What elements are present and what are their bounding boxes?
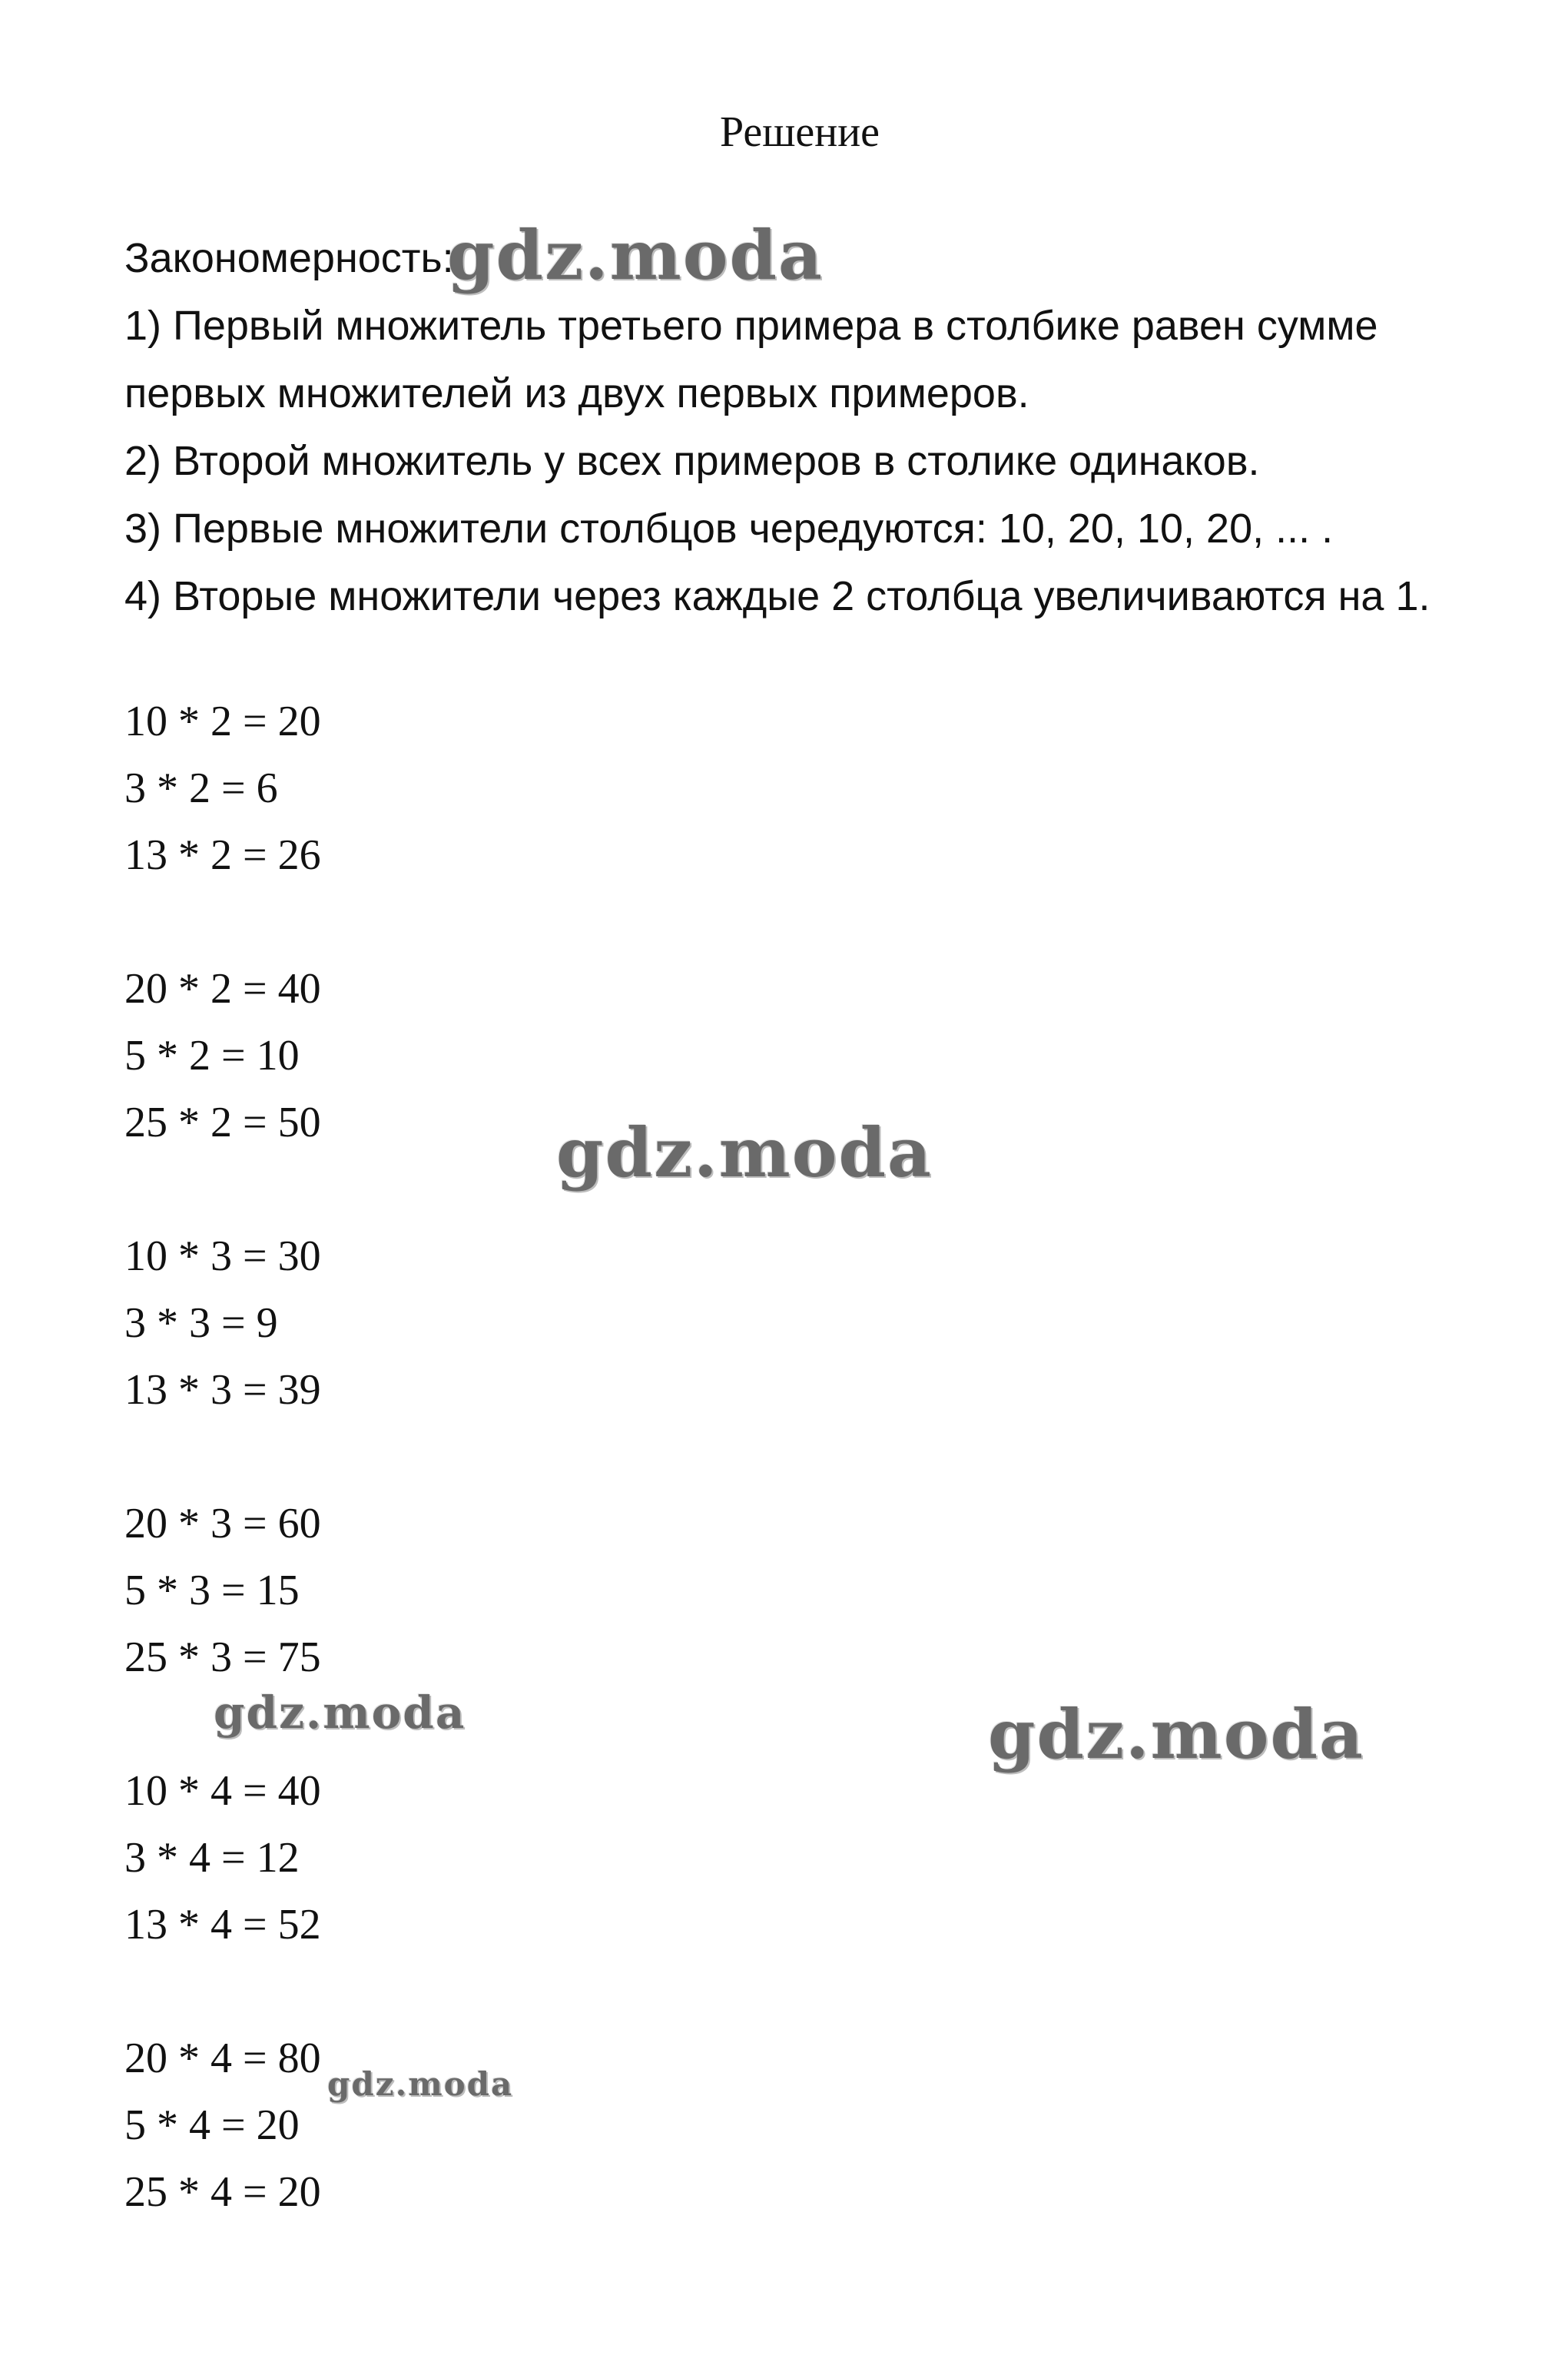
pattern-heading: Закономерность: <box>124 235 454 281</box>
equation: 25 * 2 = 50 <box>124 1099 321 1146</box>
equation-group-1 <box>124 688 321 889</box>
equation: 10 * 3 = 30 <box>124 1232 321 1280</box>
equation-list <box>124 688 321 2293</box>
equation: 13 * 4 = 52 <box>124 1901 321 1948</box>
equation: 3 * 3 = 9 <box>124 1299 278 1347</box>
equation-group-6 <box>124 2025 321 2226</box>
equation-group-2 <box>124 956 321 1156</box>
rule-1-line-1: 1) Первый множитель третьего примера в столбике равен сумме <box>124 303 1378 349</box>
equation-group-4 <box>124 1491 321 1691</box>
rule-2: 2) Второй множитель у всех примеров в столике одинаков. <box>124 438 1260 484</box>
page-title: Решение <box>719 108 880 156</box>
equation: 20 * 4 = 80 <box>124 2035 321 2082</box>
equation: 10 * 4 = 40 <box>124 1767 321 1815</box>
equation: 20 * 2 = 40 <box>124 965 321 1013</box>
equation: 20 * 3 = 60 <box>124 1500 321 1547</box>
watermark-logo: gdz.moda <box>447 215 824 295</box>
equation-group-3 <box>124 1223 321 1424</box>
rule-4: 4) Вторые множители через каждые 2 столбца увеличиваются на 1. <box>124 573 1430 619</box>
equation: 3 * 2 = 6 <box>124 764 278 812</box>
equation: 25 * 3 = 75 <box>124 1633 321 1681</box>
rule-1-line-2: первых множителей из двух первых примеров. <box>124 370 1029 416</box>
watermark-logo: gdz.moda <box>214 1686 466 1739</box>
equation: 5 * 4 = 20 <box>124 2101 300 2149</box>
equation: 25 * 4 = 20 <box>124 2168 321 2216</box>
watermark-logo: gdz.moda <box>988 1694 1365 1774</box>
equation: 13 * 2 = 26 <box>124 831 321 879</box>
equation: 5 * 2 = 10 <box>124 1032 300 1080</box>
rule-3: 3) Первые множители столбцов чередуются: 10, 20, 10, 20, ... . <box>124 506 1334 552</box>
watermark-logo: gdz.moda <box>327 2065 514 2103</box>
equation: 10 * 2 = 20 <box>124 698 321 745</box>
equation: 3 * 4 = 12 <box>124 1834 300 1882</box>
equation: 5 * 3 = 15 <box>124 1567 300 1614</box>
watermark-logo: gdz.moda <box>556 1113 933 1192</box>
equation: 13 * 3 = 39 <box>124 1366 321 1414</box>
equation-group-5 <box>124 1758 321 1958</box>
